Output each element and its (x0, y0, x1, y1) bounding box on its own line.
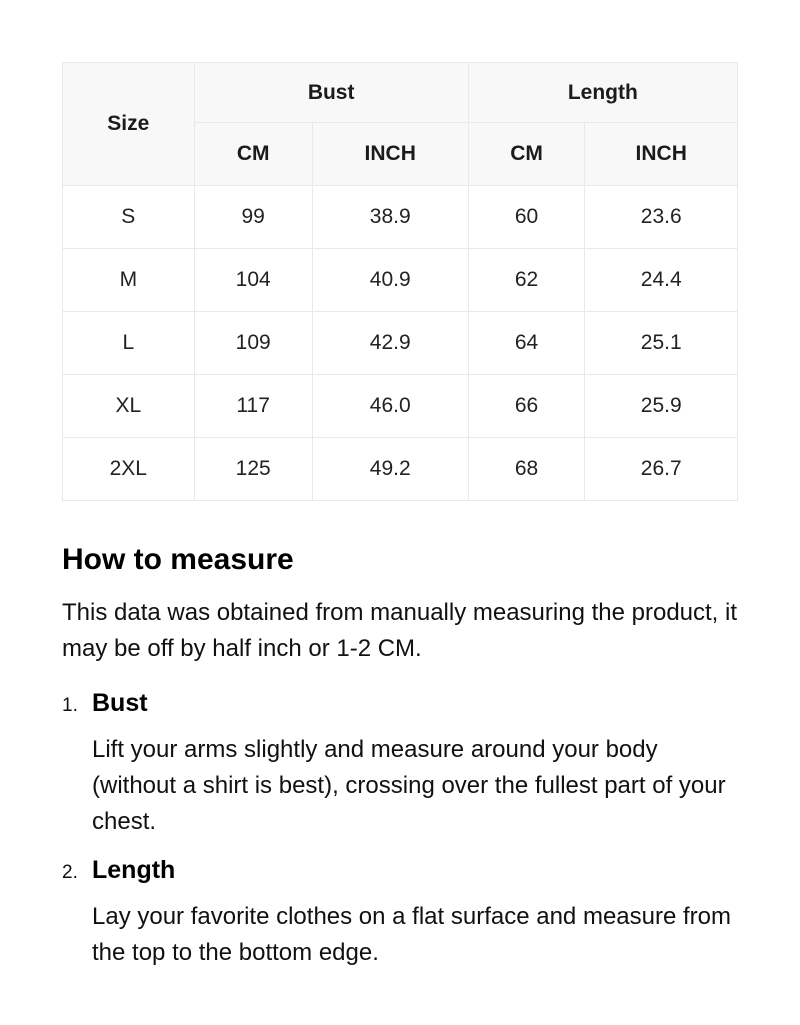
length-cm-cell: 62 (468, 249, 585, 312)
size-cell: M (63, 249, 195, 312)
bust-cm-cell: 99 (194, 186, 312, 249)
subheader-bust-inch: INCH (312, 123, 468, 186)
bust-cm-cell: 125 (194, 438, 312, 501)
length-cm-cell: 64 (468, 312, 585, 375)
measure-step-bust (62, 687, 738, 840)
step-description: Lay your favorite clothes on a flat surface and measure from the top to the bottom edge. (92, 902, 731, 966)
size-cell: L (63, 312, 195, 375)
bust-inch-cell: 38.9 (312, 186, 468, 249)
group-header-length: Length (468, 63, 737, 123)
length-cm-cell: 60 (468, 186, 585, 249)
bust-inch-cell: 46.0 (312, 375, 468, 438)
bust-cm-cell: 104 (194, 249, 312, 312)
table-row-m (63, 249, 738, 312)
length-inch-cell: 26.7 (585, 438, 738, 501)
step-number: 1. (62, 694, 78, 716)
length-cm-cell: 68 (468, 438, 585, 501)
table-row-xl (63, 375, 738, 438)
measure-step-length (62, 854, 738, 971)
bust-cm-cell: 117 (194, 375, 312, 438)
subheader-bust-cm: CM (194, 123, 312, 186)
table-row-s (63, 186, 738, 249)
size-chart-table (62, 62, 738, 501)
subheader-length-inch: INCH (585, 123, 738, 186)
measure-steps-list (62, 687, 738, 971)
table-row-2xl (63, 438, 738, 501)
length-inch-cell: 25.9 (585, 375, 738, 438)
bust-cm-cell: 109 (194, 312, 312, 375)
group-header-bust: Bust (194, 63, 468, 123)
how-to-measure-title: How to measure (62, 543, 294, 576)
size-cell: 2XL (63, 438, 195, 501)
step-number: 2. (62, 861, 78, 883)
table-row-l (63, 312, 738, 375)
step-title: Bust (92, 688, 148, 717)
bust-inch-cell: 42.9 (312, 312, 468, 375)
table-header-group-row (63, 63, 738, 123)
size-cell: XL (63, 375, 195, 438)
bust-inch-cell: 49.2 (312, 438, 468, 501)
step-heading (62, 854, 738, 889)
column-header-size: Size (63, 63, 195, 186)
how-to-measure-intro: This data was obtained from manually measuring the product, it may be off by half inch or 1-2 CM. (62, 598, 738, 662)
step-title: Length (92, 855, 176, 884)
bust-inch-cell: 40.9 (312, 249, 468, 312)
length-cm-cell: 66 (468, 375, 585, 438)
length-inch-cell: 24.4 (585, 249, 738, 312)
subheader-length-cm: CM (468, 123, 585, 186)
length-inch-cell: 25.1 (585, 312, 738, 375)
step-heading (62, 687, 738, 722)
step-description: Lift your arms slightly and measure around your body (without a shirt is best), crossing over the fullest part of your chest. (92, 735, 726, 835)
length-inch-cell: 23.6 (585, 186, 738, 249)
size-cell: S (63, 186, 195, 249)
